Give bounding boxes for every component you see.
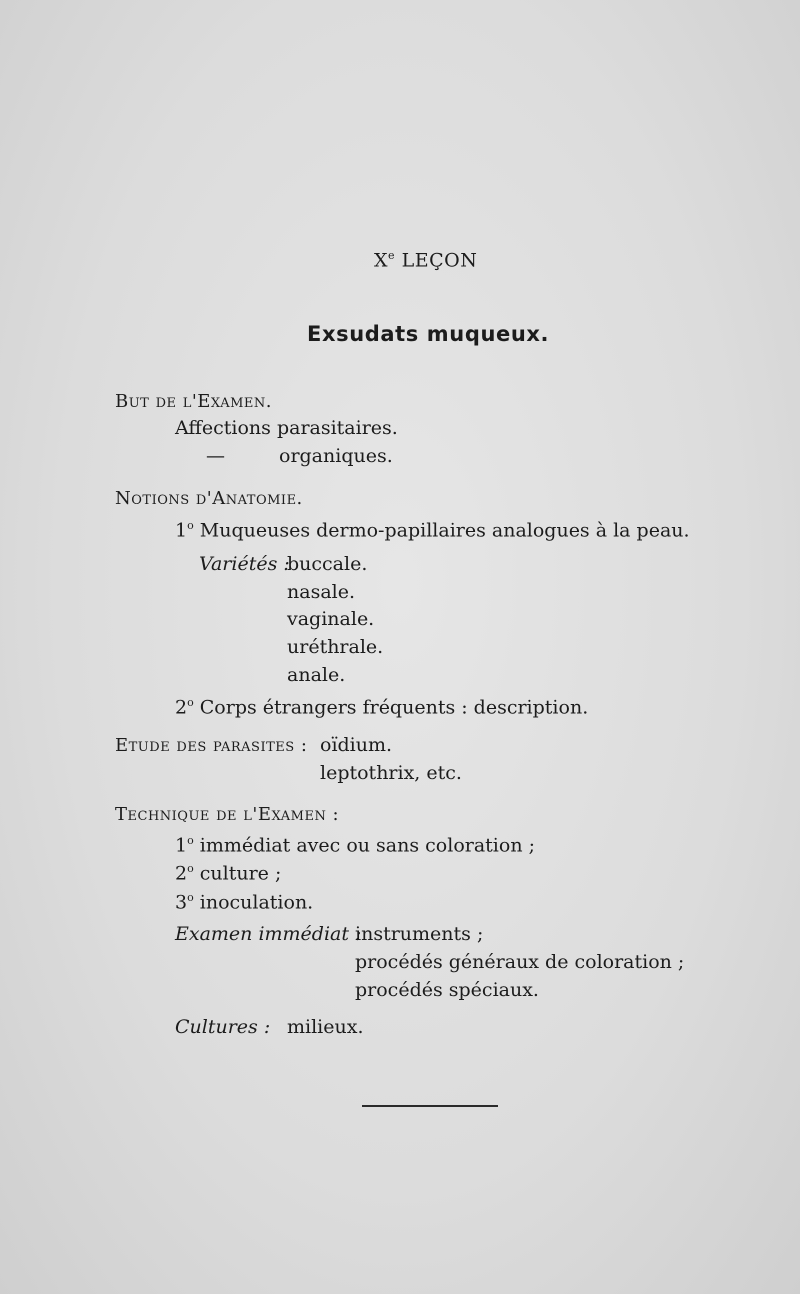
cultures-label: Cultures : bbox=[175, 1016, 271, 1038]
lesson-title: Xe LEÇON bbox=[374, 249, 478, 272]
notions-item-2: 2$^o$ Corps étrangers fréquents : description. bbox=[175, 696, 589, 719]
section-heading: Exsudats muqueux. bbox=[307, 322, 550, 346]
examen-item-1: instruments ; bbox=[355, 923, 484, 945]
technique-heading: Technique de l'Examen : bbox=[115, 804, 340, 825]
variete-5: anale. bbox=[287, 664, 346, 686]
technique-item-1: 1$^o$ immédiat avec ou sans coloration ; bbox=[175, 834, 535, 857]
cultures-item: milieux. bbox=[287, 1016, 364, 1038]
etude-label: Etude des parasites : bbox=[115, 735, 308, 756]
variete-4: uréthrale. bbox=[287, 636, 384, 658]
examen-label: Examen immédiat : bbox=[175, 923, 362, 945]
but-heading: But de l'Examen. bbox=[115, 391, 273, 412]
variete-2: nasale. bbox=[287, 581, 356, 603]
etude-item-2: leptothrix, etc. bbox=[320, 762, 462, 784]
end-rule bbox=[362, 1105, 498, 1107]
examen-item-3: procédés spéciaux. bbox=[355, 979, 539, 1001]
notions-item-1: 1$^o$ Muqueuses dermo-papillaires analogues à la peau. bbox=[175, 519, 690, 542]
but-item-2: organiques. bbox=[279, 445, 393, 467]
examen-item-2: procédés généraux de coloration ; bbox=[355, 951, 685, 973]
etude-item-1: oïdium. bbox=[320, 734, 393, 756]
ditto-dash: — bbox=[206, 445, 225, 467]
technique-item-2: 2$^o$ culture ; bbox=[175, 862, 282, 885]
notions-heading: Notions d'Anatomie. bbox=[115, 488, 303, 509]
varietes-label: Variétés : bbox=[199, 553, 290, 575]
variete-1: buccale. bbox=[287, 553, 368, 575]
technique-item-3: 3$^o$ inoculation. bbox=[175, 891, 314, 914]
variete-3: vaginale. bbox=[287, 608, 375, 630]
but-item-1: Affections parasitaires. bbox=[175, 417, 398, 439]
